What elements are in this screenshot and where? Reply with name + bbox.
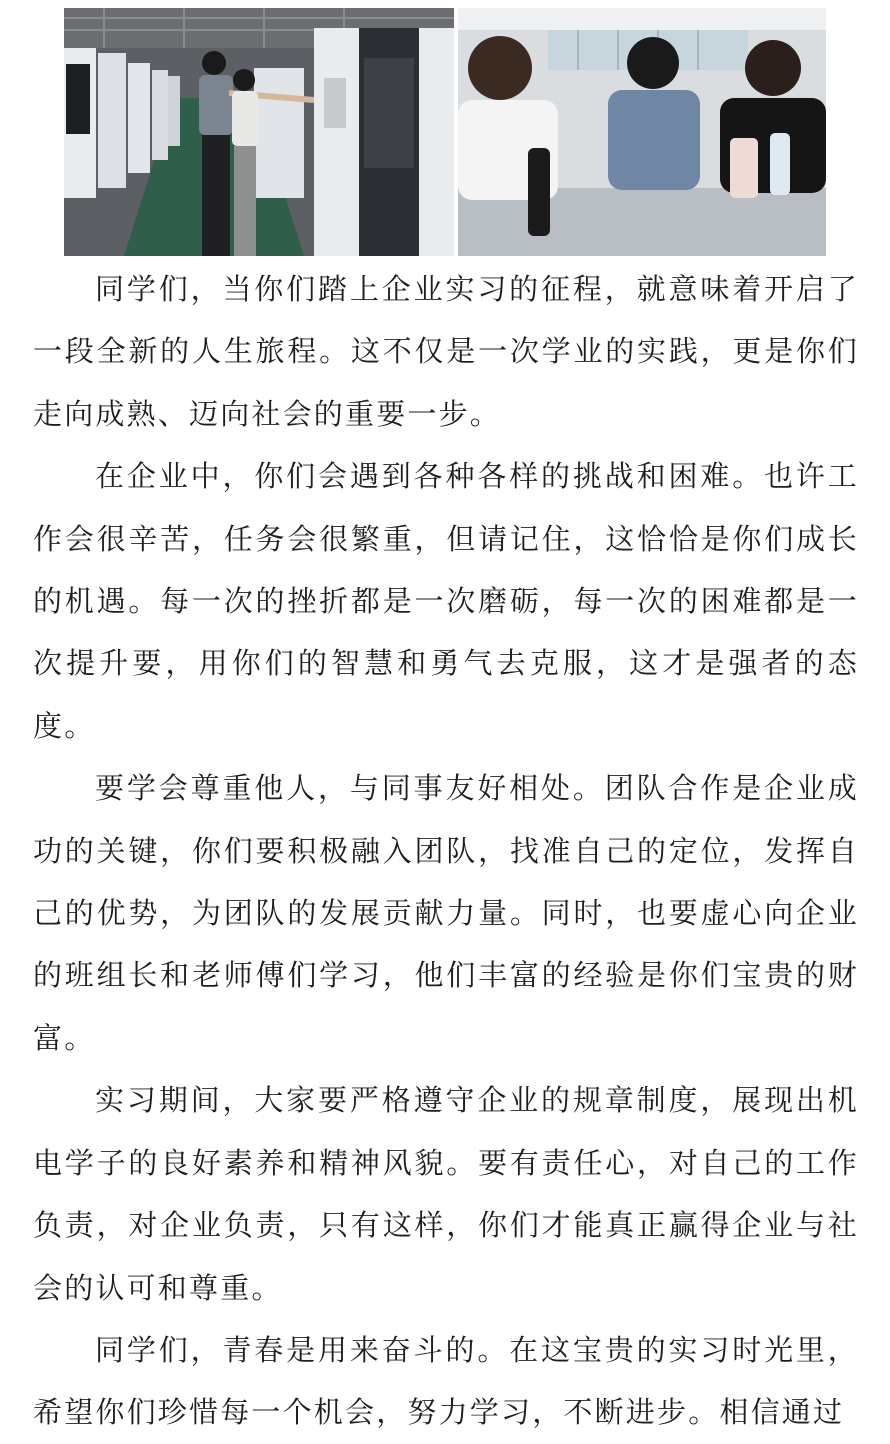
paragraph: 在企业中，你们会遇到各种各样的挑战和困难。也许工作会很辛苦，任务会很繁重，但请记住，这恰恰是你们成长的机遇。每一次的挫折都是一次磨砺，每一次的困难都是一次提升要，用你们的智慧和勇气去克服，这才是强者的态度。 [33, 459, 859, 743]
factory-photo [64, 8, 454, 256]
paragraph: 同学们，青春是用来奋斗的。在这宝贵的实习时光里，希望你们珍惜每一个机会，努力学习，不断进步。相信通过 [33, 1332, 859, 1430]
article-body [33, 258, 859, 1444]
paragraph: 同学们，当你们踏上企业实习的征程，就意味着开启了一段全新的人生旅程。这不仅是一次学业的实践，更是你们走向成熟、迈向社会的重要一步。 [33, 272, 859, 431]
canteen-photo [458, 8, 826, 256]
photo-row [64, 8, 826, 256]
paragraph: 要学会尊重他人，与同事友好相处。团队合作是企业成功的关键，你们要积极融入团队，找准自己的定位，发挥自己的优势，为团队的发展贡献力量。同时，也要虚心向企业的班组长和老师傅们学习，他们丰富的经验是你们宝贵的财富。 [33, 771, 859, 1055]
paragraph: 实习期间，大家要严格遵守企业的规章制度，展现出机电学子的良好素养和精神风貌。要有责任心，对自己的工作负责，对企业负责，只有这样，你们才能真正赢得企业与社会的认可和尊重。 [33, 1083, 859, 1305]
